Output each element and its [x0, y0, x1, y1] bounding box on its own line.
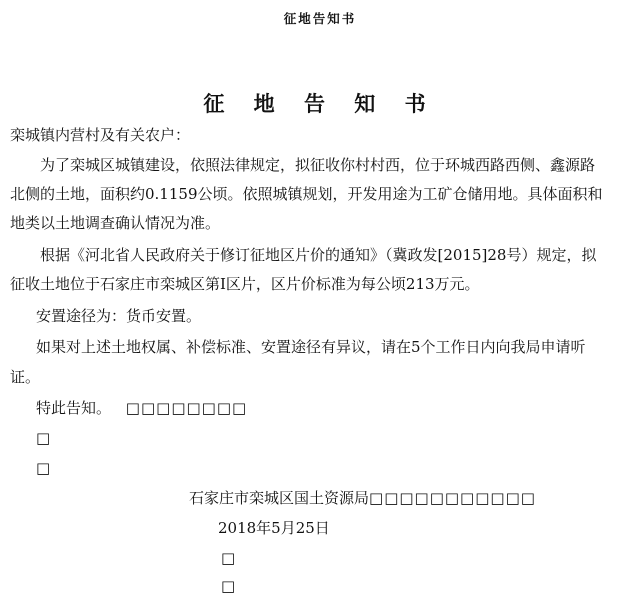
signature-date: 2018年5月25日	[218, 519, 330, 537]
blank-box-1: □	[36, 429, 51, 447]
salutation: 栾城镇内营村及有关农户：	[10, 126, 191, 144]
issuer-name: 石家庄市栾城区国土资源局	[189, 489, 370, 507]
signature-box-1: □	[221, 549, 236, 567]
paragraph-2-line-1: 根据《河北省人民政府关于修订征地区片价的通知》（冀政发[2015]28号）规定，拟	[40, 246, 597, 264]
closing-line	[36, 398, 247, 418]
paragraph-4-line-2: 证。	[10, 368, 41, 386]
closing-boxes: □□□□□□□□	[125, 399, 248, 417]
paragraph-1-line-2: 北侧的土地，面积约0.1159公顷。依照城镇规划，开发用途为工矿仓储用地。具体面积和	[10, 185, 603, 203]
issuer-boxes: □□□□□□□□□□□	[369, 489, 536, 507]
paragraph-4-line-1: 如果对上述土地权属、补偿标准、安置途径有异议，请在5个工作日内向我局申请听	[36, 338, 586, 356]
paragraph-1-line-1: 为了栾城区城镇建设，依照法律规定，拟征收你村村西，位于环城西路西侧、鑫源路	[40, 156, 596, 174]
page-header-title: 征地告知书	[283, 11, 357, 26]
signature-box-2: □	[221, 577, 236, 595]
paragraph-3: 安置途径为：货币安置。	[36, 307, 202, 325]
paragraph-2-line-2: 征收土地位于石家庄市栾城区第Ⅰ区片，区片价标准为每公顷213万元。	[10, 275, 480, 293]
document-title: 征 地 告 知 书	[203, 91, 437, 116]
closing-text: 特此告知。	[36, 399, 112, 417]
signature-line	[189, 488, 536, 508]
blank-box-2: □	[36, 459, 51, 477]
paragraph-1-line-3: 地类以土地调查确认情况为准。	[10, 214, 221, 232]
